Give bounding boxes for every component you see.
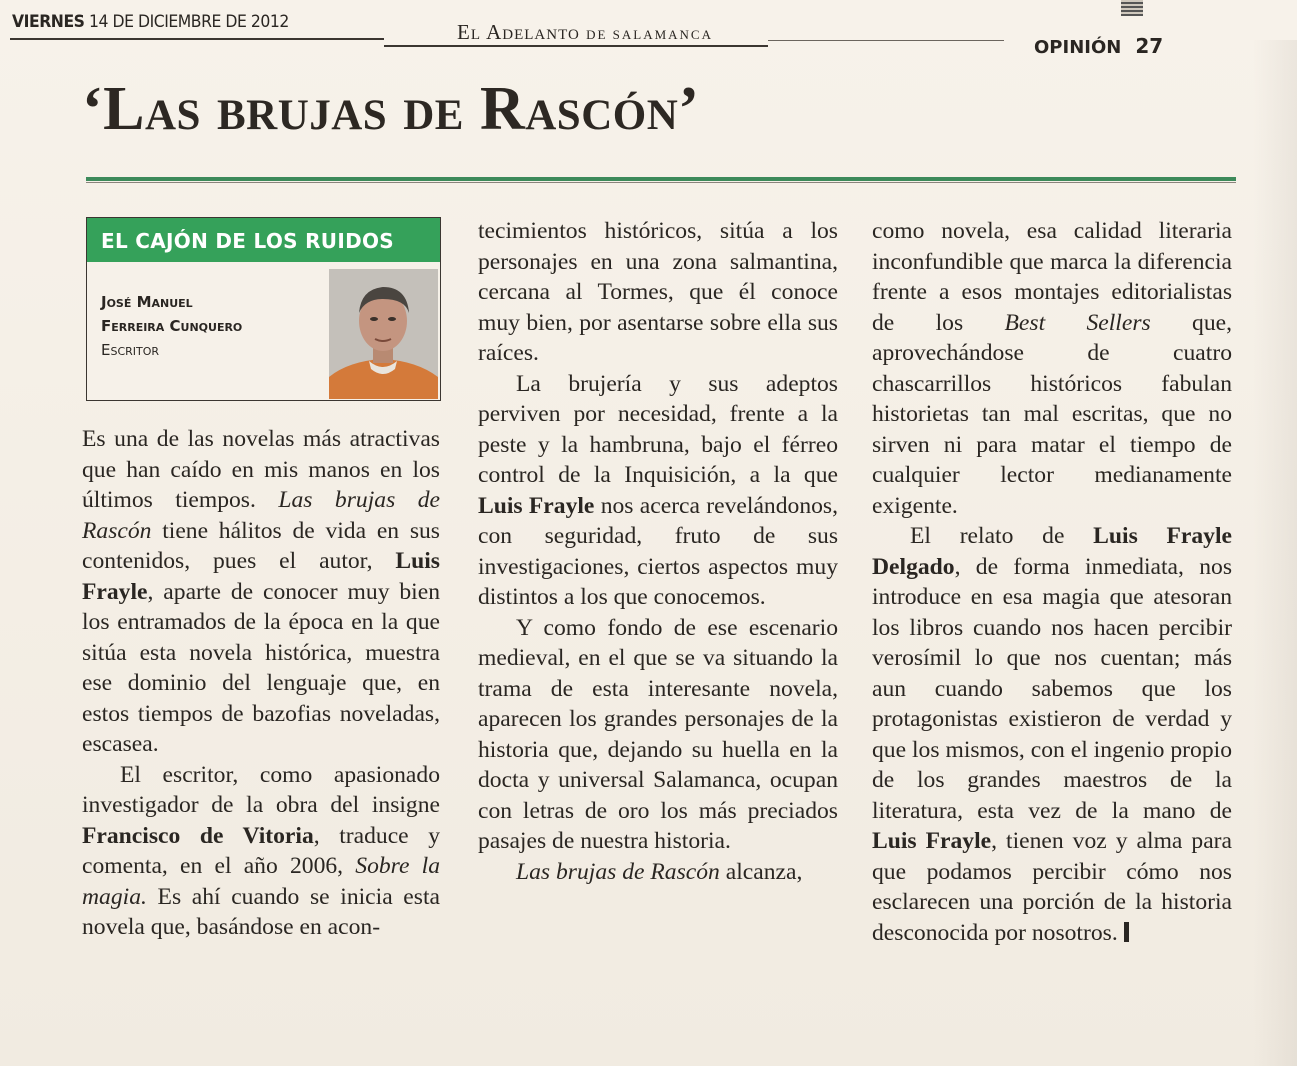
p1-book-title: Las brujas de Rascón: [82, 487, 440, 544]
article-headline: ‘Las brujas de Rascón’: [82, 75, 700, 143]
p6-author-full-name: Luis Frayle Delgado: [872, 523, 1233, 580]
paragraph-1: [82, 424, 440, 760]
p2-text-b: , traduce y comenta, en el año 2006,: [82, 822, 440, 879]
p1-author-name: Luis Frayle: [82, 548, 440, 605]
p5-best-sellers: Best Sellers: [1004, 309, 1151, 336]
p5-text-start: alcanza,: [719, 858, 803, 885]
p6-text-c: , tienen voz y alma para que podamos percibir cómo nos esclarecen una porción de la historia desconocida por nosotros.: [872, 828, 1232, 946]
p2-text-c-start: Es ahí cuando se inicia esta novela que, basándose en acon-: [82, 883, 440, 940]
p6-text-a: El relato de: [910, 523, 1094, 549]
p5-text-a: como novela, esa calidad literaria inconfundible que marca la diferencia frente a esos montajes editorialistas de los: [872, 218, 1232, 336]
paragraph-5-start: [478, 857, 838, 888]
author-photo: [329, 269, 438, 399]
masthead: [432, 20, 738, 45]
header-rule-right: [768, 40, 1004, 41]
article-column-1: [82, 424, 440, 943]
author-box: [86, 217, 441, 401]
paragraph-5-continued: [872, 216, 1232, 521]
issue-date: [12, 12, 289, 32]
header-rule-center: [384, 45, 768, 47]
paragraph-2-continued: tecimientos históricos, sitúa a los personajes en una zona salmantina, cercana al Tormes, que él conoce muy bien, por asentarse sobre ella sus raíces.: [478, 218, 838, 366]
paragraph-3: [478, 369, 838, 613]
p5-book-title: Las brujas de Rascón: [516, 858, 720, 885]
paragraph-2: [82, 760, 440, 943]
p3-author-name: Luis Frayle: [478, 492, 595, 519]
author-credit: [101, 290, 242, 362]
paragraph-4: Y como fondo de ese escenario medieval, en el que se va situando la trama de esta interesante novela, aparecen los grandes personajes de la historia que, dejando su huella en la docta y universal Salamanca, ocupan con letras de oro los más preciados pasajes de nuestra historia.: [478, 614, 838, 854]
p1-text-b: tiene hálitos de vida en sus contenidos, pues el autor,: [82, 517, 440, 574]
p3-text-b: nos acerca revelándonos, con seguridad, fruto de sus investigaciones, ciertos aspectos muy distintos a los que conocemos.: [478, 492, 838, 610]
section-name: OPINIÓN: [1034, 37, 1122, 58]
p1-text-c: , aparte de conocer muy bien los entramados de la época en la que sitúa esta novela histórica, muestra ese dominio del lenguaje que, en estos tiempos de bazofias noveladas, escasea.: [82, 578, 440, 757]
author-name-line2: Ferreira Cunquero: [101, 317, 243, 335]
p2-work-title: Sobre la magia.: [82, 853, 441, 910]
end-of-article-mark: [1124, 922, 1129, 942]
masthead-title: El Adelanto: [457, 20, 580, 44]
section-label: [1034, 34, 1163, 58]
print-registration-mark: [1121, 0, 1143, 16]
header-rule-left: [10, 38, 384, 40]
page-number: 27: [1135, 34, 1164, 58]
author-name-line1: José Manuel: [101, 293, 193, 311]
p6-author-name: Luis Frayle: [872, 828, 992, 854]
p1-text-a: Es una de las novelas más atractivas que han caído en mis manos en los últimos tiempos.: [82, 426, 440, 513]
p2-name: Francisco de Vitoria: [82, 822, 314, 849]
issue-date-text: 14 DE DICIEMBRE DE 2012: [88, 12, 289, 32]
p3-text-a: La brujería y sus adeptos perviven por necesidad, frente a la peste y la hambruna, bajo el férreo control de la Inquisición, a la que: [478, 370, 838, 488]
p6-text-b: , de forma inmediata, nos introduce en esa magia que atesoran los libros cuando nos hacen percibir verosímil lo que nos cuentan; más aun cuando sabemos que los protagonistas existieron de verdad y que los mismos, con el ingenio propio de los grandes maestros de la literatura, esta vez de la mano de: [872, 553, 1232, 824]
issue-day: VIERNES: [12, 12, 85, 32]
p5-text-b: que, aprovechándose de cuatro chascarrillos históricos fabulan historietas tan mal escritas, que no sirven ni para matar el tiempo de cualquier lector medianamente exigente.: [872, 309, 1232, 519]
p2-text-a: El escritor, como apasionado investigador de la obra del insigne: [82, 761, 440, 818]
article-column-2: [478, 216, 838, 887]
headline-rule-thin: [86, 182, 1236, 183]
article-column-3: [872, 216, 1232, 948]
page-edge-shadow: [1253, 40, 1297, 1066]
column-name: EL CAJÓN DE LOS RUIDOS: [87, 218, 440, 262]
headline-rule: [86, 177, 1236, 181]
paragraph-6: [872, 521, 1232, 948]
author-role: Escritor: [101, 341, 160, 359]
masthead-city: DE SALAMANCA: [586, 27, 713, 42]
